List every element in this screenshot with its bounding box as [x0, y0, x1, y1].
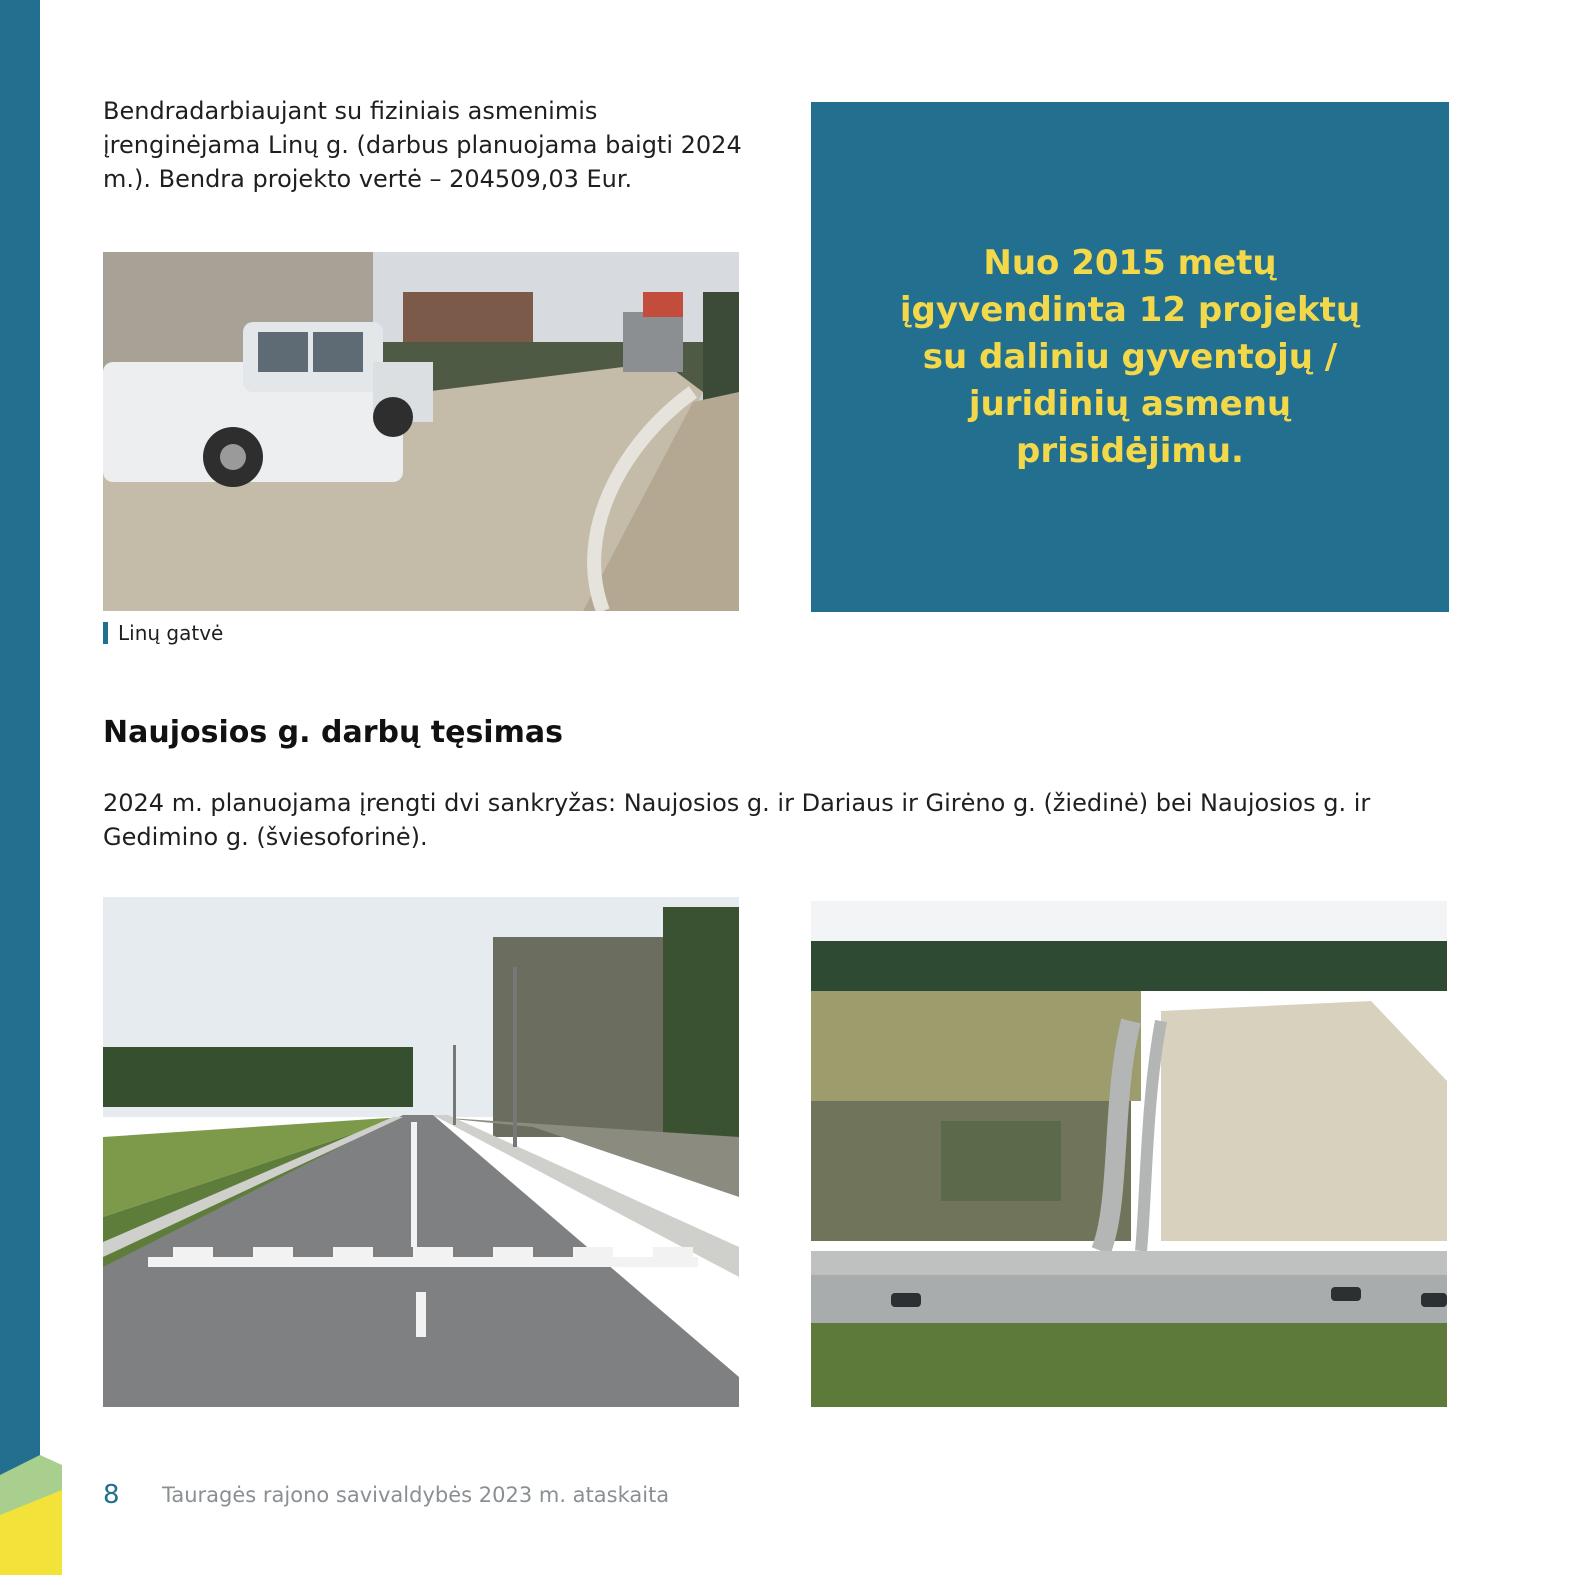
aerial-intersection-photo [811, 901, 1447, 1407]
linu-street-photo [103, 252, 739, 611]
naujosios-road-photo [103, 897, 739, 1407]
publication-title: Tauragės rajono savivaldybės 2023 m. ataskaita [162, 1483, 670, 1507]
linu-photo-caption: Linų gatvė [103, 620, 223, 646]
page-number: 8 [103, 1480, 120, 1510]
section-paragraph: 2024 m. planuojama įrengti dvi sankryžas: Naujosios g. ir Dariaus ir Girėno g. (žiedinė) bei Naujosios g. ir Gedimino g. (šviesoforinė). [103, 789, 1371, 851]
section-title: Naujosios g. darbų tęsimas [103, 715, 563, 750]
left-accent-bar [0, 0, 40, 1575]
corner-decoration [0, 1455, 62, 1575]
intro-paragraph: Bendradarbiaujant su fiziniais asmenimis įrenginėjama Linų g. (darbus planuojama baigti 2024 m.). Bendra projekto vertė – 204509,03 Eur. [103, 97, 742, 193]
highlight-box [811, 102, 1449, 612]
highlight-text: Nuo 2015 metų įgyvendinta 12 projektų su daliniu gyventojų / juridinių asmenų prisidėjimu. [899, 242, 1361, 471]
